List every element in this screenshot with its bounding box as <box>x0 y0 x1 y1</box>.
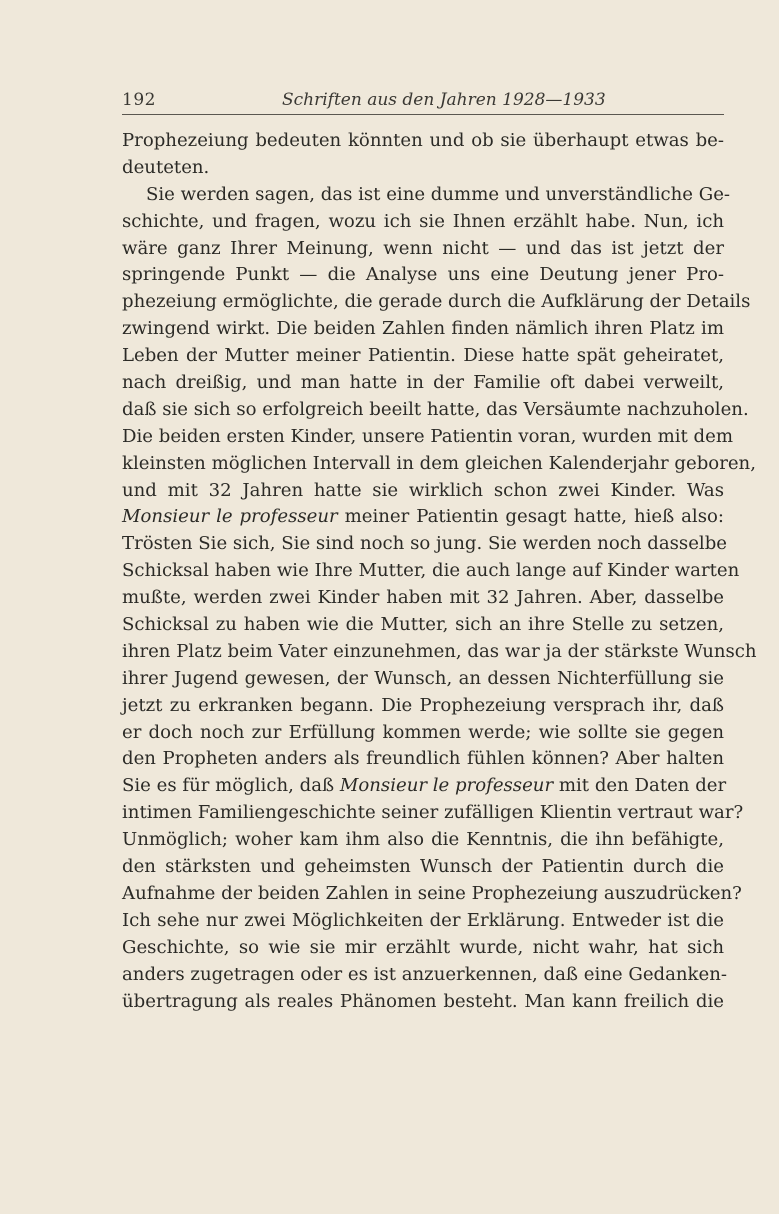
italic-phrase: Monsieur le professeur <box>122 506 338 528</box>
text-segment: jetzt zu erkranken begann. Die Prophezeiung versprach ihr, daß <box>122 694 724 716</box>
text-line <box>122 693 724 720</box>
text-segment: deuteten. <box>122 156 210 178</box>
text-segment: wäre ganz Ihrer Meinung, wenn nicht — und das ist jetzt der <box>122 237 724 259</box>
text-segment: ihrer Jugend gewesen, der Wunsch, an dessen Nichterfüllung sie <box>122 667 724 689</box>
text-line <box>122 800 744 827</box>
text-segment: Schicksal haben wie Ihre Mutter, die auch lange auf Kinder warten <box>122 560 740 582</box>
page-header <box>122 86 724 114</box>
text-line <box>122 612 724 639</box>
text-line <box>122 182 731 209</box>
text-segment: schichte, und fragen, wozu ich sie Ihnen erzählt habe. Nun, ich <box>122 210 724 232</box>
text-line <box>122 854 724 881</box>
text-line <box>122 262 724 289</box>
text-line <box>122 370 724 397</box>
text-segment: den stärksten und geheimsten Wunsch der Patientin durch die <box>122 856 724 878</box>
running-head: Schriften aus den Jahren 1928—1933 <box>282 90 606 110</box>
text-line <box>122 773 727 800</box>
text-line <box>122 935 724 962</box>
text-line <box>122 989 724 1016</box>
text-segment: Sie es für möglich, daß <box>122 775 340 797</box>
text-line <box>122 155 724 182</box>
text-segment: Trösten Sie sich, Sie sind noch so jung. Sie werden noch dasselbe <box>122 533 727 555</box>
text-line <box>122 558 740 585</box>
text-segment: Prophezeiung bedeuten könnten und ob sie überhaupt etwas be- <box>122 130 724 151</box>
text-segment: mit den Daten der <box>553 775 727 797</box>
text-segment: Schicksal zu haben wie die Mutter, sich an ihre Stelle zu setzen, <box>122 614 724 636</box>
text-line <box>122 343 724 370</box>
text-line <box>122 504 724 531</box>
text-line <box>122 639 757 666</box>
text-segment: springende Punkt — die Analyse uns eine Deutung jener Pro- <box>122 264 724 286</box>
text-line <box>122 666 724 693</box>
text-segment: Leben der Mutter meiner Patientin. Diese hatte spät geheiratet, <box>122 345 724 367</box>
text-segment: den Propheten anders als freundlich fühlen können? Aber halten <box>122 748 724 770</box>
text-line <box>122 236 724 263</box>
text-line <box>122 585 724 612</box>
italic-phrase: Monsieur le professeur <box>339 775 554 797</box>
text-line <box>122 720 724 747</box>
text-segment: daß sie sich so erfolgreich beeilt hatte, das Versäumte nachzuholen. <box>122 398 749 420</box>
text-line <box>122 451 756 478</box>
text-segment: mußte, werden zwei Kinder haben mit 32 Jahren. Aber, dasselbe <box>122 587 724 609</box>
text-segment: Ich sehe nur zwei Möglichkeiten der Erklärung. Entweder ist die <box>122 909 724 931</box>
text-line <box>122 827 724 854</box>
text-line <box>122 531 727 558</box>
text-line <box>122 424 734 451</box>
text-segment: übertragung als reales Phänomen besteht. Man kann freilich die <box>122 990 724 1012</box>
text-line <box>122 746 724 773</box>
body-text <box>122 128 757 1015</box>
text-segment: er doch noch zur Erfüllung kommen werde; wie sollte sie gegen <box>122 721 724 743</box>
text-segment: ihren Platz beim Vater einzunehmen, das war ja der stärkste Wunsch <box>122 640 757 662</box>
text-segment: meiner Patientin gesagt hatte, hieß also: <box>337 506 724 528</box>
text-line <box>122 128 724 155</box>
text-line <box>122 397 749 424</box>
header-rule <box>122 114 724 115</box>
text-segment: Sie werden sagen, das ist eine dumme und unverständliche Ge- <box>146 183 731 205</box>
text-segment: Geschichte, so wie sie mir erzählt wurde, nicht wahr, hat sich <box>122 936 724 958</box>
text-segment: intimen Familiengeschichte seiner zufälligen Klientin vertraut war? <box>122 802 744 824</box>
text-segment: Die beiden ersten Kinder, unsere Patientin voran, wurden mit dem <box>122 425 734 447</box>
text-segment: phezeiung ermöglichte, die gerade durch die Aufklärung der Details <box>122 291 751 313</box>
text-segment: zwingend wirkt. Die beiden Zahlen finden nämlich ihren Platz im <box>122 318 724 340</box>
text-segment: und mit 32 Jahren hatte sie wirklich schon zwei Kinder. Was <box>122 479 724 501</box>
text-line <box>122 209 724 236</box>
text-segment: Unmöglich; woher kam ihm also die Kenntnis, die ihn befähigte, <box>122 829 724 851</box>
text-segment: Aufnahme der beiden Zahlen in seine Prophezeiung auszudrücken? <box>122 882 742 904</box>
text-segment: kleinsten möglichen Intervall in dem gleichen Kalenderjahr geboren, <box>122 452 756 474</box>
text-line <box>122 962 727 989</box>
text-line <box>122 316 724 343</box>
page-number: 192 <box>122 90 156 110</box>
text-segment: nach dreißig, und man hatte in der Familie oft dabei verweilt, <box>122 372 724 394</box>
text-line <box>122 289 751 316</box>
text-segment: anders zugetragen oder es ist anzuerkennen, daß eine Gedanken- <box>122 963 727 985</box>
text-line <box>122 881 742 908</box>
text-line <box>122 478 724 505</box>
text-line <box>122 908 724 935</box>
